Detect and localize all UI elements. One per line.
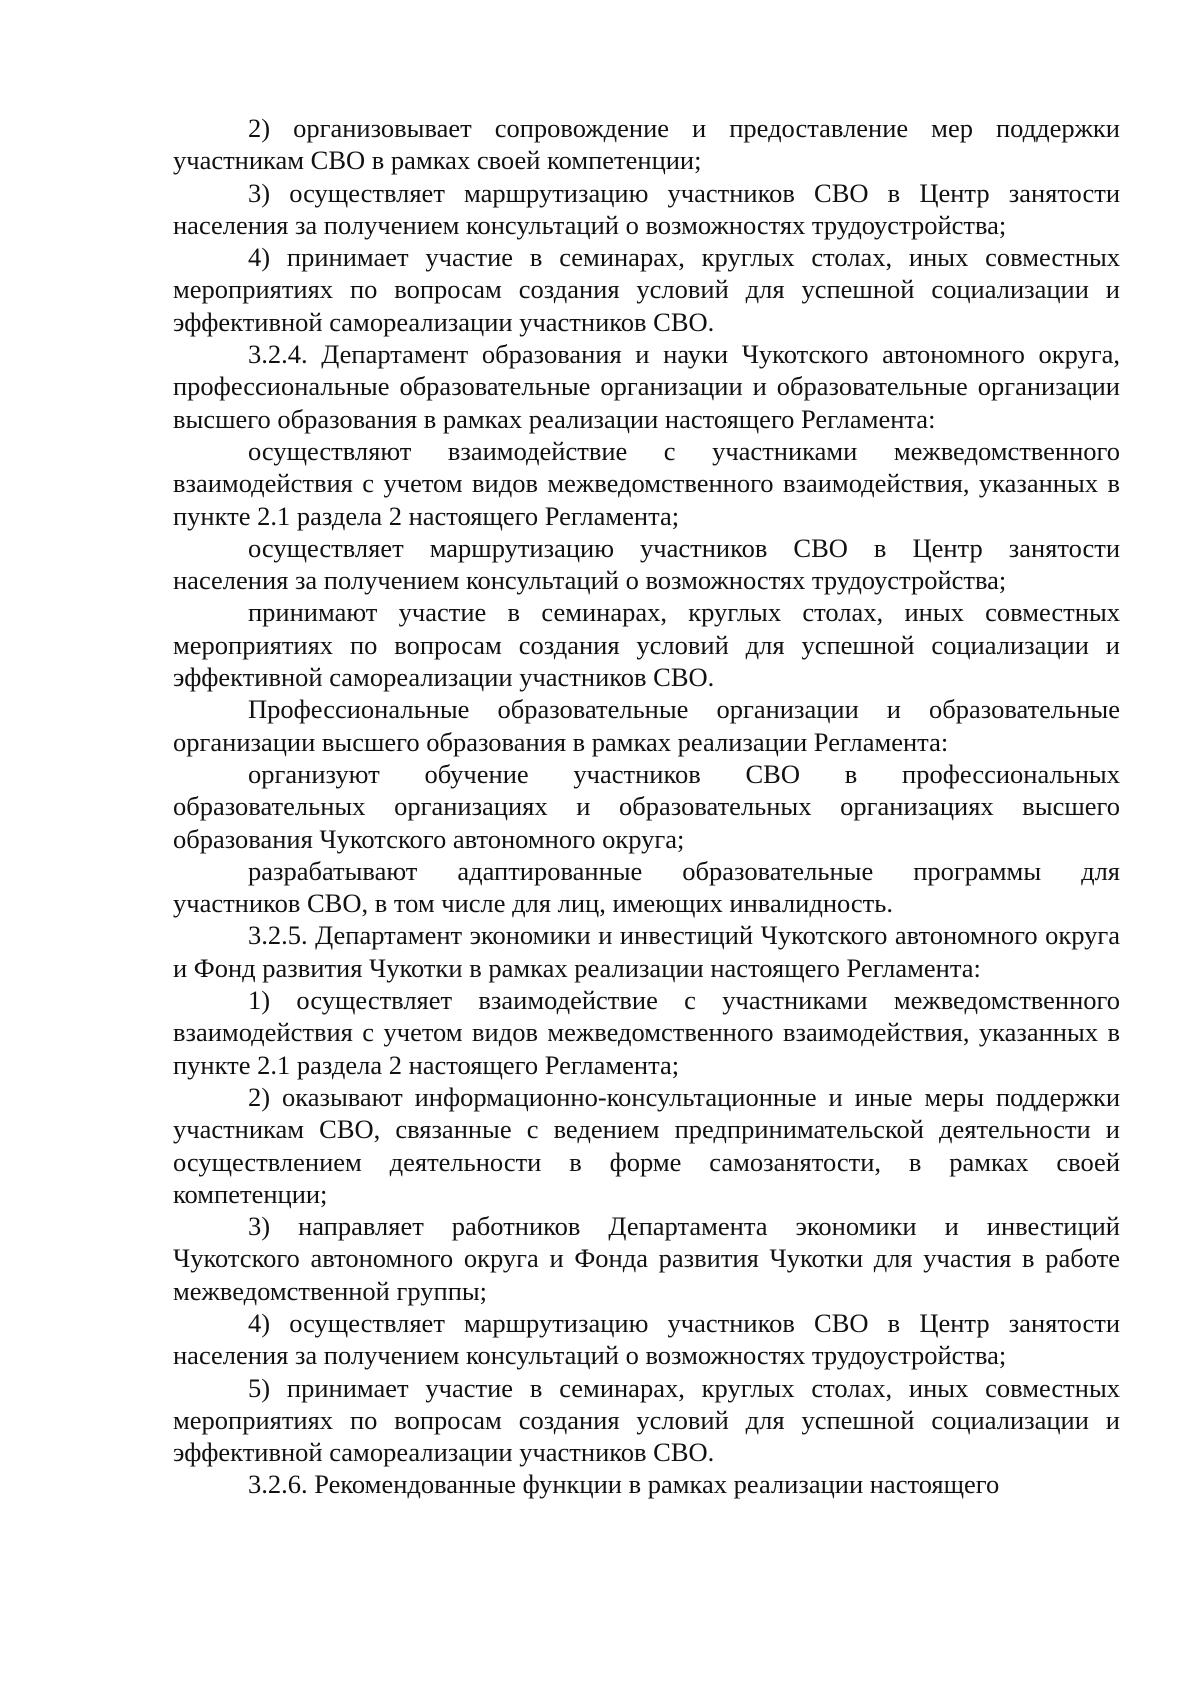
paragraph-routing-employment-2: осуществляет маршрутизацию участников СВО в Центр занятости населения за получением консультаций о возможностях трудоустройства; [173, 532, 1120, 596]
paragraph-adapted-programs: разрабатывают адаптированные образовательные программы для участников СВО, в том числе для лиц, имеющих инвалидность. [173, 855, 1120, 919]
paragraph-consulting-support: 2) оказывают информационно-консультационные и иные меры поддержки участникам СВО, связанные с ведением предпринимательской деятельности и осуществлением деятельности в форме самозанятости, в рамках своей компетенции; [173, 1081, 1120, 1209]
paragraph-section-3-2-4: 3.2.4. Департамент образования и науки Чукотского автономного округа, профессиональные образовательные организации и образовательные организации высшего образования в рамках реализации настоящего Регламента: [173, 339, 1120, 434]
paragraph-seminars: 4) принимает участие в семинарах, круглых столах, иных совместных мероприятиях по вопросам создания условий для успешной социализации и эффективной самореализации участников СВО. [173, 242, 1120, 337]
paragraph-support-measures: 2) организовывает сопровождение и предоставление мер поддержки участникам СВО в рамках своей компетенции; [173, 113, 1120, 176]
paragraph-routing-employment: 3) осуществляет маршрутизацию участников СВО в Центр занятости населения за получением консультаций о возможностях трудоустройства; [173, 177, 1120, 240]
document-body [173, 112, 1120, 1501]
paragraph-interaction-2: 1) осуществляет взаимодействие с участниками межведомственного взаимодействия с учетом видов межведомственного взаимодействия, указанных в пункте 2.1 раздела 2 настоящего Регламента; [173, 985, 1120, 1080]
paragraph-section-3-2-6: 3.2.6. Рекомендованные функции в рамках реализации настоящего [248, 1469, 1000, 1500]
paragraph-workgroup: 3) направляет работников Департамента экономики и инвестиций Чукотского автономного округа и Фонда развития Чукотки для участия в работе межведомственной группы; [173, 1211, 1120, 1306]
paragraph-routing-employment-3: 4) осуществляет маршрутизацию участников СВО в Центр занятости населения за получением консультаций о возможностях трудоустройства; [173, 1307, 1120, 1371]
paragraph-educational-orgs: Профессиональные образовательные организации и образовательные организации высшего образования в рамках реализации Регламента: [173, 694, 1120, 757]
paragraph-organize-training: организуют обучение участников СВО в профессиональных образовательных организациях и образовательных организациях высшего образования Чукотского автономного округа; [173, 758, 1120, 854]
paragraph-seminars-3: 5) принимает участие в семинарах, круглых столах, иных совместных мероприятиях по вопросам создания условий для успешной социализации и эффективной самореализации участников СВО. [173, 1372, 1120, 1468]
paragraph-seminars-2: принимают участие в семинарах, круглых столах, иных совместных мероприятиях по вопросам создания условий для успешной социализации и эффективной самореализации участников СВО. [173, 597, 1120, 693]
paragraph-section-3-2-5: 3.2.5. Департамент экономики и инвестиций Чукотского автономного округа и Фонд развития Чукотки в рамках реализации настоящего Регламента: [173, 920, 1120, 983]
paragraph-interaction: осуществляют взаимодействие с участниками межведомственного взаимодействия с учетом видов межведомственного взаимодействия, указанных в пункте 2.1 раздела 2 настоящего Регламента; [173, 435, 1120, 531]
